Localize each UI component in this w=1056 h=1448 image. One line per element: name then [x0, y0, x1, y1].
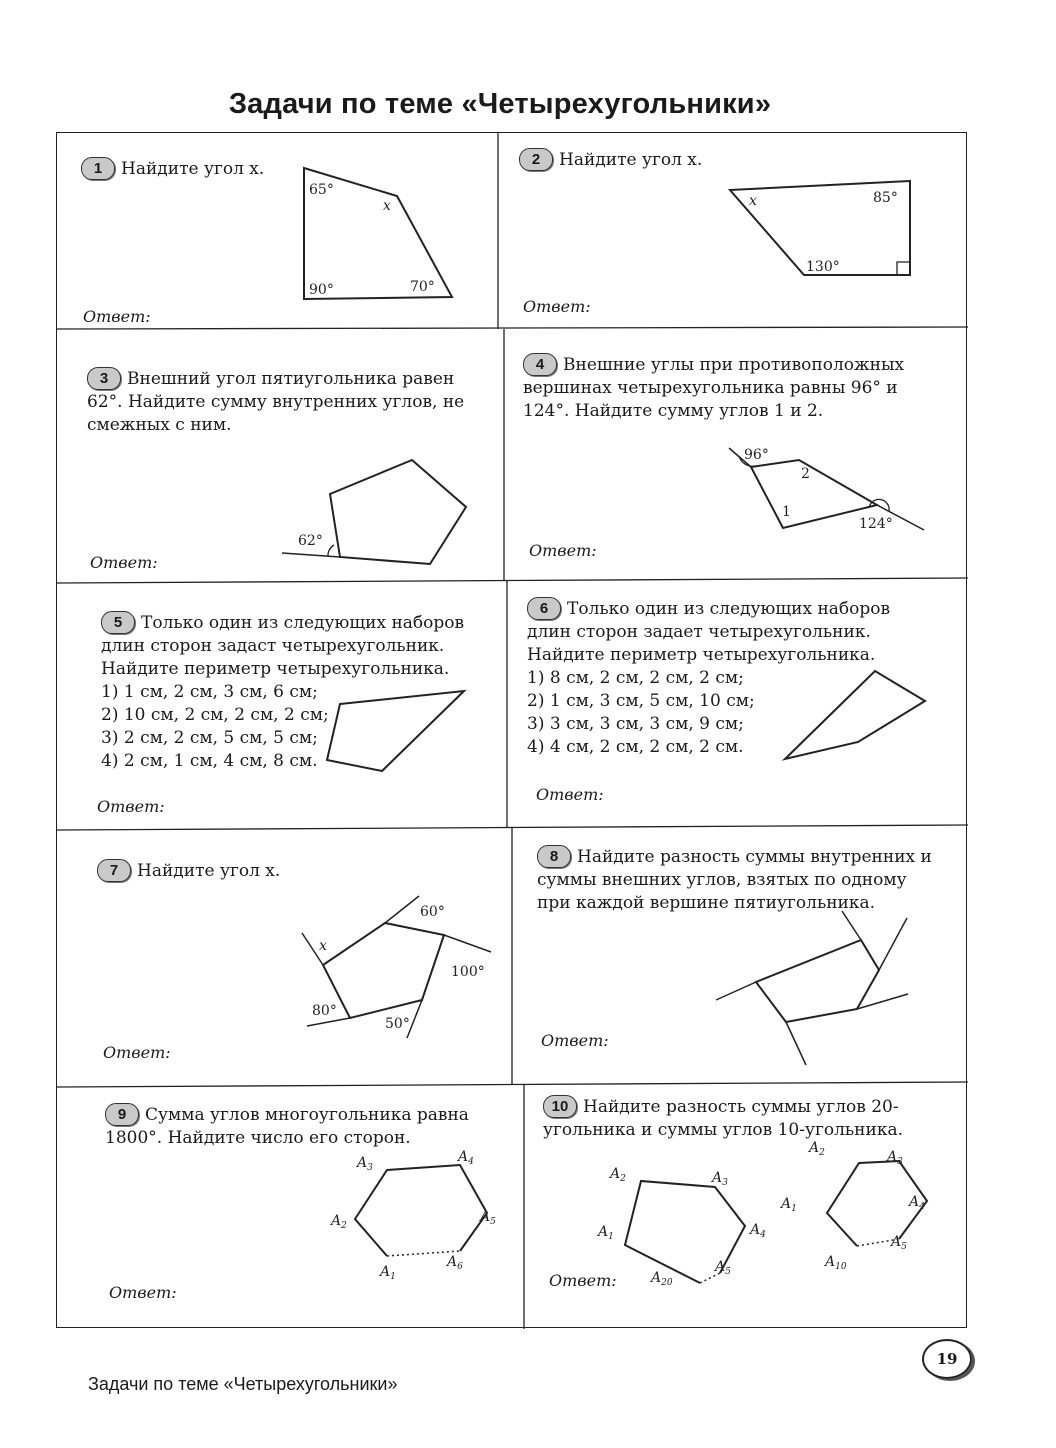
problem-text: Внешний угол пятиугольника равен 62°. Найдите сумму внутренних углов, не смежных с ним. [87, 369, 465, 435]
answer-label: Ответ: [541, 1031, 609, 1050]
problem-text: Сумма углов многоугольника равна 1800°. Найдите число его сторон. [105, 1105, 469, 1148]
problem-number: 3 [87, 367, 121, 390]
option-3: 3) 3 см, 3 см, 3 см, 9 см; [527, 714, 744, 734]
label-a10: $A_{10}$ [825, 1254, 847, 1272]
figure-pentagon-3 [282, 453, 482, 573]
figure-quadrilateral-5 [322, 688, 472, 778]
label-a3: $A_3$ [712, 1170, 728, 1188]
label-70: 70° [410, 279, 435, 295]
label-2: 2 [801, 466, 810, 482]
answer-label: Ответ: [523, 297, 591, 316]
label-96: 96° [744, 447, 769, 463]
problem-7 [97, 859, 477, 883]
problem-text: Найдите угол x. [121, 159, 265, 179]
answer-label: Ответ: [90, 553, 158, 572]
label-1: 1 [782, 504, 791, 520]
problem-number: 6 [527, 597, 561, 620]
label-100: 100° [451, 964, 485, 980]
option-3: 3) 2 см, 2 см, 5 см, 5 см; [101, 728, 318, 748]
answer-label: Ответ: [83, 307, 151, 326]
label-a2: $A_2$ [809, 1140, 825, 1158]
figure-quadrilateral-6 [780, 668, 930, 763]
figure-hexagon-9 [327, 1143, 507, 1293]
option-1: 1) 8 см, 2 см, 2 см, 2 см; [527, 668, 744, 688]
label-a20: $A_{20}$ [651, 1270, 673, 1288]
label-85: 85° [873, 190, 898, 206]
label-130: 130° [806, 259, 840, 275]
label-124: 124° [859, 516, 893, 532]
label-a2: $A_2$ [610, 1166, 626, 1184]
label-a5: $A_5$ [480, 1209, 496, 1227]
label-a2: $A_2$ [331, 1213, 347, 1231]
option-4: 4) 4 см, 2 см, 2 см, 2 см. [527, 737, 744, 757]
label-50: 50° [385, 1016, 410, 1032]
problem-3 [87, 367, 487, 437]
problem-number: 9 [105, 1103, 139, 1126]
answer-label: Ответ: [529, 541, 597, 560]
option-1: 1) 1 см, 2 см, 3 см, 6 см; [101, 682, 318, 702]
problem-text: Только один из следующих наборов длин сторон задаст четырехугольник. Найдите периметр четырехугольника. [101, 613, 465, 679]
figure-pentagon-7 [297, 888, 497, 1053]
problem-text: Найдите угол x. [137, 861, 281, 881]
label-a6: $A_6$ [447, 1254, 463, 1272]
label-a5: $A_5$ [891, 1234, 907, 1252]
problem-number: 5 [101, 611, 135, 634]
label-x: x [319, 938, 327, 954]
problem-text: Найдите разность суммы внутренних и суммы внешних углов, взятых по одному при каждой вершине пятиугольника. [537, 847, 932, 913]
problem-text: Найдите угол x. [559, 150, 703, 170]
label-x: x [383, 198, 391, 214]
page-number-badge: 19 [922, 1339, 972, 1379]
problem-number: 8 [537, 845, 571, 868]
problem-number: 2 [519, 148, 553, 171]
label-65: 65° [309, 182, 334, 198]
answer-label: Ответ: [549, 1271, 617, 1290]
option-2: 2) 10 см, 2 см, 2 см, 2 см; [101, 705, 329, 725]
answer-label: Ответ: [97, 797, 165, 816]
figure-polygon-10 [777, 1138, 977, 1272]
problem-text: Только один из следующих наборов длин сторон задает четырехугольник. Найдите периметр четырехугольника. [527, 599, 891, 665]
problems-grid [56, 132, 967, 1328]
figure-pentagon-8 [712, 908, 912, 1068]
label-a4: $A_4$ [909, 1194, 925, 1212]
label-80: 80° [312, 1003, 337, 1019]
label-a4: $A_4$ [458, 1149, 474, 1167]
problem-number: 1 [81, 157, 115, 180]
label-a3: $A_3$ [887, 1149, 903, 1167]
problem-10 [543, 1095, 953, 1142]
page-title: Задачи по теме «Четырехугольники» [228, 88, 772, 120]
answer-label: Ответ: [109, 1283, 177, 1302]
figure-quadrilateral-4 [719, 448, 929, 538]
label-a4: $A_4$ [750, 1222, 766, 1240]
figure-polygon-20 [595, 1158, 805, 1298]
problem-8 [537, 845, 937, 915]
label-60: 60° [420, 904, 445, 920]
option-2: 2) 1 см, 3 см, 5 см, 10 см; [527, 691, 755, 711]
label-x: x [749, 193, 757, 209]
problem-number: 4 [523, 353, 557, 376]
figure-quadrilateral-2 [727, 178, 927, 283]
problem-number: 7 [97, 859, 131, 882]
label-62: 62° [298, 533, 323, 549]
label-a3: $A_3$ [357, 1155, 373, 1173]
label-a1: $A_1$ [598, 1224, 614, 1242]
problem-2 [519, 148, 939, 172]
answer-label: Ответ: [536, 785, 604, 804]
label-a1: $A_1$ [380, 1264, 396, 1282]
problem-number: 10 [543, 1095, 577, 1118]
label-a5: $A_5$ [715, 1259, 731, 1277]
option-4: 4) 2 см, 1 см, 4 см, 8 см. [101, 751, 318, 771]
label-90: 90° [309, 282, 334, 298]
figure-quadrilateral-1 [297, 163, 467, 303]
label-a1: $A_1$ [781, 1196, 797, 1214]
footer-title: Задачи по теме «Четырехугольники» [88, 1374, 398, 1394]
problem-text: Внешние углы при противоположных вершинах четырехугольника равны 96° и 124°. Найдите сумму углов 1 и 2. [523, 355, 905, 421]
answer-label: Ответ: [103, 1043, 171, 1062]
problem-4 [523, 353, 943, 423]
problem-text: Найдите разность суммы углов 20-угольника и суммы углов 10-угольника. [543, 1097, 903, 1140]
